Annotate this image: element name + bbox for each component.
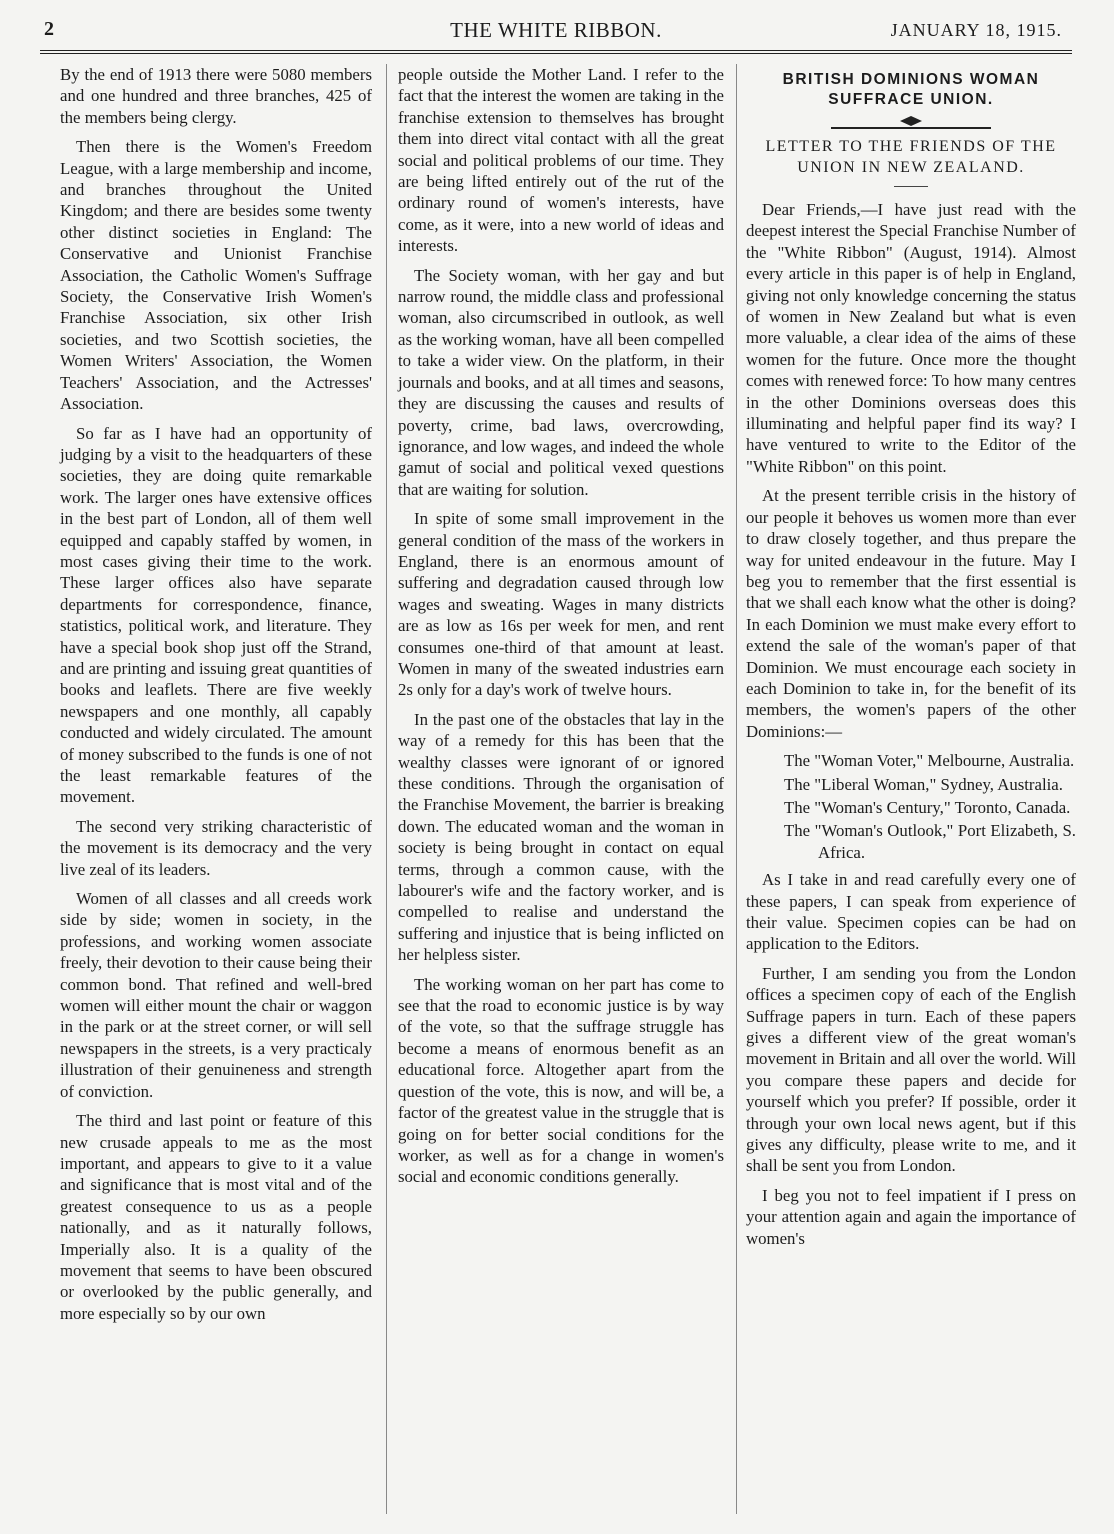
paragraph: As I take in and read carefully every one of these papers, I can speak from experience of their value. Specimen copies can be had on application to the Editors.	[746, 870, 1076, 954]
paragraph: The working woman on her part has come to see that the road to economic justice is by way of the vote, so that the suffrage struggle has become a means of enormous benefit as an educational force. Altogether apart from the question of the vote, this is now, and will be, a factor of the greatest value in the struggle that is going on for better social conditions for the worker, as well as for a change in women's social and economic conditions generally.	[398, 974, 724, 1187]
column-1	[60, 64, 372, 1332]
paragraph: Further, I am sending you from the London offices a specimen copy of each of the English Suffrage papers in turn. Each of these papers gives a different view of the great woman's movement in Britain and all over the world. Will you compare these papers and decide for yourself which you prefer? If possible, order it through your own local news agent, but if this gives any difficulty, please write to me, and it shall be sent you from London.	[746, 963, 1076, 1176]
letter-title: LETTER TO THE FRIENDS OF THE UNION IN NEW ZEALAND.	[765, 138, 1057, 176]
list-item: The "Woman Voter," Melbourne, Australia.	[784, 751, 1075, 771]
column-divider	[386, 64, 387, 1514]
column-3	[746, 70, 1076, 1257]
paragraph: Women of all classes and all creeds work side by side; women in society, in the professions, and working women associate freely, their devotion to their cause being their common bond. That refined and well-bred women will either mount the chair or waggon in the park or at the street corner, or will sell newspapers in the streets, is a very practicaly illustration of their genuineness and strength of conviction.	[60, 889, 372, 1101]
paragraph: The second very striking characteristic of the movement is its democracy and the very live zeal of its leaders.	[60, 816, 372, 879]
paragraph: At the present terrible crisis in the history of our people it behoves us women more than ever to draw closely together, and thus prepare the way for united endeavour in the future. May I beg you to remember that the first essential is that we shall each know what the other is doing? In each Dominion we must make every effort to extend the sale of the woman's paper of that Dominion. We must encourage each society in each Dominion to take in, for the benefit of its members, the women's papers of the other Dominions:—	[746, 486, 1076, 741]
paragraph: The third and last point or feature of this new crusade appeals to me as the most important, and appears to give to it a value and significance that is most vital and of the greatest consequence to us as a people nationally, and as it naturally follows, Imperially also. It is a quality of the movement that seems to have been obscured or overlooked by the public generally, and more especially so by our own	[60, 1111, 372, 1323]
heading-ornament	[746, 116, 1076, 126]
list-item: The "Woman's Outlook," Port Elizabeth, S. Africa.	[784, 821, 1076, 862]
paragraph: Then there is the Women's Freedom League, with a large membership and income, and branches throughout the United Kingdom; and there are besides some twenty other distinct societies in England: The Conservative and Unionist Franchise Association, the Catholic Women's Suffrage Society, the Conservative Irish Women's Franchise Association, six other Irish societies, and two Scottish societies, the Women Writers' Association, the Women Teachers' Association, and the Actresses' Association.	[60, 137, 372, 414]
masthead	[36, 12, 1076, 46]
papers-list	[746, 750, 1076, 863]
list-item: The "Woman's Century," Toronto, Canada.	[784, 797, 1071, 817]
paragraph: By the end of 1913 there were 5080 members and one hundred and three branches, 425 of the members being clergy.	[60, 65, 372, 127]
paragraph: I beg you not to feel impatient if I press on your attention again and again the importance of women's	[746, 1185, 1076, 1248]
short-rule	[894, 186, 928, 187]
column-divider	[736, 64, 737, 1514]
masthead-rule	[40, 50, 1072, 54]
paragraph: In the past one of the obstacles that lay in the way of a remedy for this has been that the wealthy classes were ignorant of or ignored these conditions. Through the organisation of the Franchise Movement, the barrier is breaking down. The educated woman and the woman in society is being brought in contact on equal terms, through a common cause, with the labourer's wife and the factory worker, and is compelled to realise and understand the suffering and injustice that is being inflicted on her helpless sister.	[398, 709, 724, 965]
paragraph: So far as I have had an opportunity of judging by a visit to the headquarters of these societies, they are doing quite remarkable work. The larger ones have extensive offices in the best part of London, all of them well equipped and capably staffed by women, in most cases giving their time to the work. These larger offices also have separate departments for correspondence, finance, statistics, political work, and literature. They have a special book shop just off the Strand, and are printing and issuing great quantities of books and leaflets. There are five weekly newspapers and one monthly, all capably conducted and widely circulated. The amount of money subscribed to the funds is one of not the least remarkable features of the movement.	[60, 423, 372, 807]
diamond-ornament-icon	[900, 116, 922, 126]
paragraph: people outside the Mother Land. I refer to the fact that the interest the women are taking in the franchise extension to themselves has brought them into direct vital contact with all the great social and political problems of our time. They are being lifted entirely out of the rut of the ordinary round of women's interests, have come, as it were, into a new world of ideas and interests.	[398, 65, 724, 256]
column-2	[398, 64, 724, 1196]
paper-title: THE WHITE RIBBON.	[450, 18, 662, 42]
paragraph: Dear Friends,—I have just read with the deepest interest the Special Franchise Number of the "White Ribbon" (August, 1914). Almost every article in this paper is of help in England, giving not only knowledge concerning the status of women in New Zealand but what is even more valuable, a clear idea of the aims of these women for the future. Once more the thought comes with renewed force: To how many centres in the other Dominions overseas does this illuminating and helpful paper find its way? I have ventured to write to the Editor of the "White Ribbon" on this point.	[746, 200, 1076, 476]
paragraph: In spite of some small improvement in the general condition of the mass of the workers in England, there is an enormous amount of suffering and degradation caused through low wages and sweating. Wages in many districts are as low as 16s per week for men, and rent consumes one-third of that amount at least. Women in many of the sweated industries earn 2s only for a day's work of twelve hours.	[398, 509, 724, 700]
paragraph: The Society woman, with her gay and but narrow round, the middle class and professional woman, also circumscribed in outlook, as well as the working woman, have all been compelled to take a wider view. On the platform, in their journals and books, and at all times and seasons, they are discussing the causes and results of poverty, crime, bad laws, overcrowding, ignorance, and low wages, and indeed the whole gamut of social and political vexed questions that are waiting for solution.	[398, 265, 724, 499]
section-heading: BRITISH DOMINIONS WOMAN SUFFRACE UNION.	[782, 71, 1040, 108]
page-number: 2	[44, 18, 54, 40]
list-item: The "Liberal Woman," Sydney, Australia.	[784, 774, 1063, 794]
issue-date: JANUARY 18, 1915.	[890, 20, 1062, 40]
